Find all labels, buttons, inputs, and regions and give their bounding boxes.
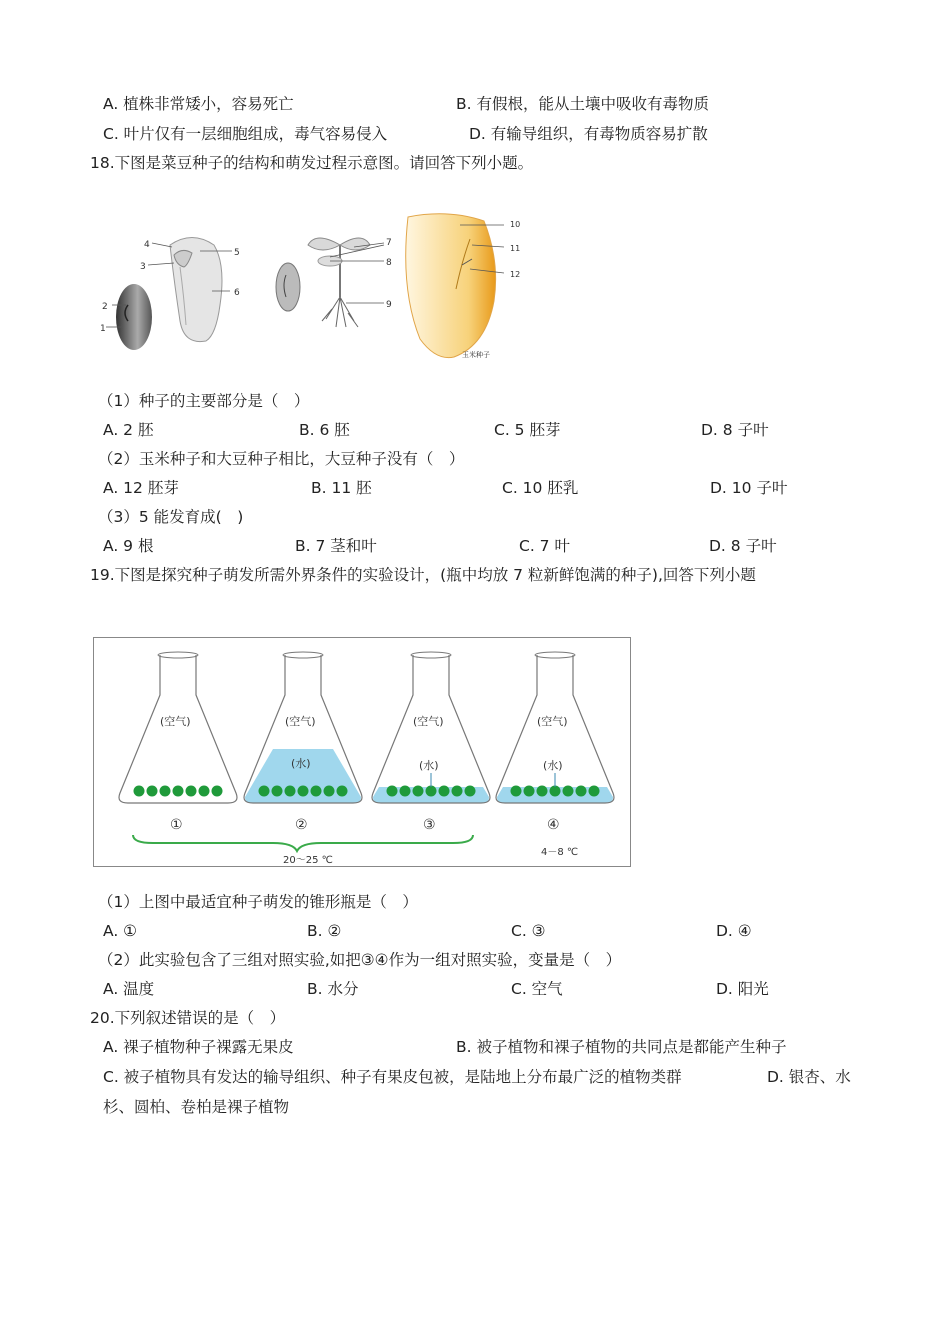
q18-sub1-stem: （1）种子的主要部分是（ ） bbox=[98, 392, 310, 410]
q19-sub1-stem: （1）上图中最适宜种子萌发的锥形瓶是（ ） bbox=[98, 893, 418, 911]
q20-stem: 20.下列叙述错误的是（ ） bbox=[90, 1009, 286, 1027]
q17-option-a: A. 植株非常矮小，容易死亡 bbox=[103, 95, 294, 113]
fig-label-3: 3 bbox=[140, 262, 146, 272]
q18-sub2-option-c: C. 10 胚乳 bbox=[502, 479, 579, 497]
seed bbox=[452, 786, 463, 797]
seed bbox=[524, 786, 535, 797]
q20-option-b: B. 被子植物和裸子植物的共同点是都能产生种子 bbox=[456, 1038, 787, 1056]
fig-label-10: 10 bbox=[510, 220, 521, 229]
fig-label-1: 1 bbox=[100, 324, 106, 334]
fig-label-11: 11 bbox=[510, 244, 521, 253]
seed bbox=[311, 786, 322, 797]
fig-label-4: 4 bbox=[144, 240, 150, 250]
seed bbox=[550, 786, 561, 797]
q19-sub1-option-b: B. ② bbox=[307, 922, 342, 940]
q18-sub2-option-b: B. 11 胚 bbox=[311, 479, 372, 497]
seed bbox=[439, 786, 450, 797]
fig-label-12: 12 bbox=[510, 270, 521, 279]
q19-flask-figure bbox=[93, 637, 631, 871]
q18-stem: 18.下图是菜豆种子的结构和萌发过程示意图。请回答下列小题。 bbox=[90, 154, 534, 172]
seed bbox=[259, 786, 270, 797]
fig-label-2: 2 bbox=[102, 302, 108, 312]
seed bbox=[186, 786, 197, 797]
q20-option-d-part1: D. 银杏、水 bbox=[767, 1068, 851, 1086]
seedling-bean-shape bbox=[276, 263, 300, 311]
seed bbox=[589, 786, 600, 797]
q17-option-d: D. 有输导组织，有毒物质容易扩散 bbox=[469, 125, 708, 143]
seed bbox=[173, 786, 184, 797]
fig-label-9: 9 bbox=[386, 300, 392, 310]
seed bbox=[387, 786, 398, 797]
seed bbox=[285, 786, 296, 797]
seed bbox=[426, 786, 437, 797]
q18-sub3-option-c: C. 7 叶 bbox=[519, 537, 570, 555]
flask-air-label: (空气) bbox=[160, 715, 191, 728]
q20-option-d-part2: 杉、圆柏、卷柏是裸子植物 bbox=[103, 1098, 290, 1116]
seed bbox=[400, 786, 411, 797]
flask-number: ② bbox=[295, 817, 308, 833]
seed bbox=[537, 786, 548, 797]
seed bbox=[563, 786, 574, 797]
seed bbox=[147, 786, 158, 797]
temp-warm-label: 20～25 ℃ bbox=[283, 855, 333, 866]
q19-sub1-option-a: A. ① bbox=[103, 922, 138, 940]
q19-sub2-option-d: D. 阳光 bbox=[716, 980, 769, 998]
seed bbox=[212, 786, 223, 797]
flask-air-label: (空气) bbox=[413, 715, 444, 728]
flask-water-label: (水) bbox=[419, 759, 439, 772]
seed bbox=[465, 786, 476, 797]
q18-sub1-option-d: D. 8 子叶 bbox=[701, 421, 769, 439]
q20-option-c: C. 被子植物具有发达的输导组织、种子有果皮包被，是陆地上分布最广泛的植物类群 bbox=[103, 1068, 682, 1086]
q19-sub2-option-a: A. 温度 bbox=[103, 980, 155, 998]
q18-seed-figure bbox=[92, 205, 532, 364]
flask-air-label: (空气) bbox=[537, 715, 568, 728]
flask-number: ① bbox=[170, 817, 183, 833]
q19-sub1-option-c: C. ③ bbox=[511, 922, 546, 940]
flask-number: ④ bbox=[547, 817, 560, 833]
q18-sub1-option-c: C. 5 胚芽 bbox=[494, 421, 561, 439]
seed bbox=[324, 786, 335, 797]
q18-sub3-option-d: D. 8 子叶 bbox=[709, 537, 777, 555]
seed bbox=[298, 786, 309, 797]
corn-caption: 玉米种子 bbox=[462, 351, 490, 359]
q18-sub3-option-a: A. 9 根 bbox=[103, 537, 154, 555]
q19-sub2-option-b: B. 水分 bbox=[307, 980, 359, 998]
q18-sub2-stem: （2）玉米种子和大豆种子相比，大豆种子没有（ ） bbox=[98, 450, 465, 468]
bean-seed-shape bbox=[116, 284, 152, 350]
seed bbox=[199, 786, 210, 797]
flask-air-label: (空气) bbox=[285, 715, 316, 728]
fig-label-8: 8 bbox=[386, 258, 392, 268]
q19-sub1-option-d: D. ④ bbox=[716, 922, 752, 940]
temp-cold-label: 4－8 ℃ bbox=[541, 847, 579, 858]
q18-sub1-option-b: B. 6 胚 bbox=[299, 421, 350, 439]
seed bbox=[576, 786, 587, 797]
seed bbox=[160, 786, 171, 797]
fig-label-5: 5 bbox=[234, 248, 240, 258]
q17-option-b: B. 有假根，能从土壤中吸收有毒物质 bbox=[456, 95, 709, 113]
seed bbox=[337, 786, 348, 797]
corn-seed-shape bbox=[406, 214, 496, 358]
fig-label-7: 7 bbox=[386, 238, 392, 248]
flask-water-label: (水) bbox=[543, 759, 563, 772]
flask-water-label: (水) bbox=[291, 757, 311, 770]
q18-sub3-option-b: B. 7 茎和叶 bbox=[295, 537, 377, 555]
q20-option-a: A. 裸子植物种子裸露无果皮 bbox=[103, 1038, 294, 1056]
seed bbox=[413, 786, 424, 797]
q19-sub2-option-c: C. 空气 bbox=[511, 980, 563, 998]
q18-sub1-option-a: A. 2 胚 bbox=[103, 421, 154, 439]
q18-sub2-option-d: D. 10 子叶 bbox=[710, 479, 788, 497]
flask-number: ③ bbox=[423, 817, 436, 833]
q19-stem: 19.下图是探究种子萌发所需外界条件的实验设计，(瓶中均放 7 粒新鲜饱满的种子),回答下列小题 bbox=[90, 566, 756, 584]
seed bbox=[134, 786, 145, 797]
q19-sub2-stem: （2）此实验包含了三组对照实验,如把③④作为一组对照实验，变量是（ ） bbox=[98, 951, 622, 969]
q18-sub2-option-a: A. 12 胚芽 bbox=[103, 479, 179, 497]
seed bbox=[511, 786, 522, 797]
q18-sub3-stem: （3）5 能发育成( ) bbox=[98, 508, 244, 526]
seed bbox=[272, 786, 283, 797]
q17-option-c: C. 叶片仅有一层细胞组成，毒气容易侵入 bbox=[103, 125, 388, 143]
fig-label-6: 6 bbox=[234, 288, 240, 298]
